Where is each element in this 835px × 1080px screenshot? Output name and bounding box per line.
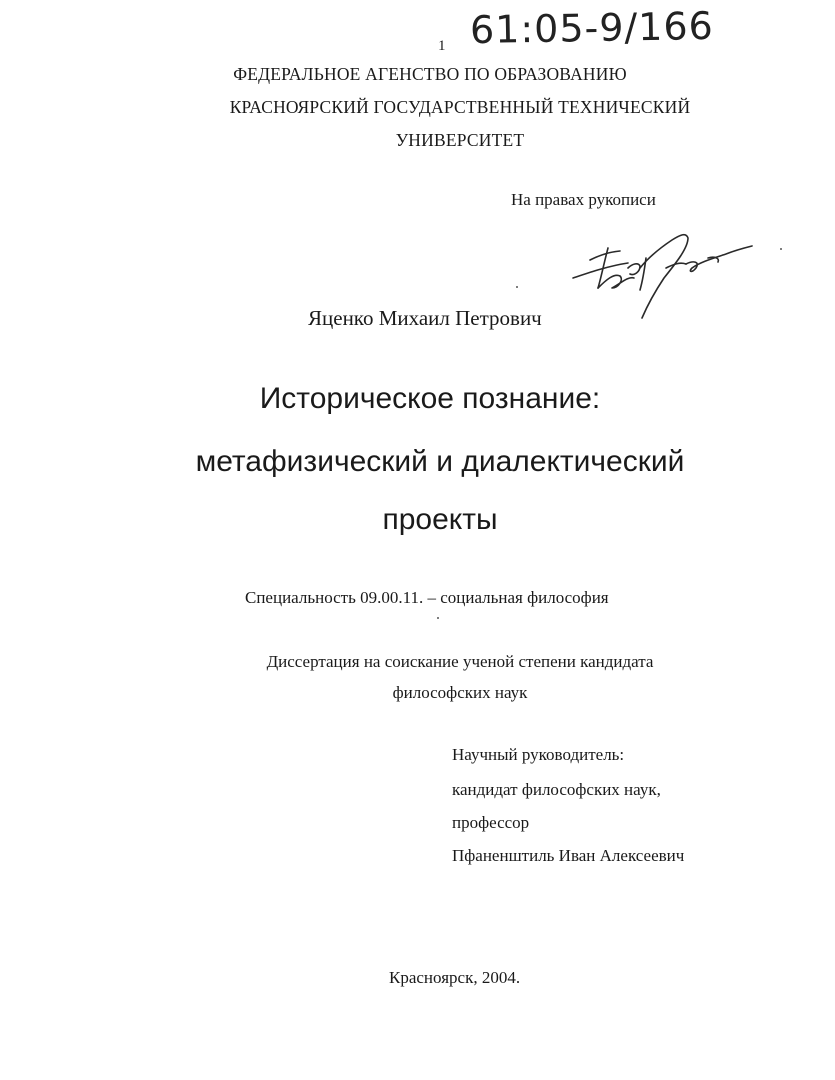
supervisor-degree: кандидат философских наук, [452, 780, 661, 799]
supervisor-name: Пфаненштиль Иван Алексеевич [452, 846, 685, 865]
supervisor-heading: Научный руководитель: [452, 745, 625, 764]
organization-line-3: УНИВЕРСИТЕТ [395, 130, 525, 150]
rights-note: На правах рукописи [511, 190, 656, 209]
organization-line-2: КРАСНОЯРСКИЙ ГОСУДАРСТВЕННЫЙ ТЕХНИЧЕСКИЙ [229, 97, 691, 117]
handwritten-signature [568, 218, 758, 328]
title-line-2: метафизический и диалектический [195, 445, 685, 478]
organization-line-1: ФЕДЕРАЛЬНОЕ АГЕНСТВО ПО ОБРАЗОВАНИЮ [233, 64, 627, 84]
archive-code-handwritten: 61:05-9/166 [469, 3, 715, 53]
city-and-year: Красноярск, 2004. [389, 968, 521, 987]
scan-speck [516, 286, 518, 288]
scan-speck [437, 617, 439, 619]
scan-speck [780, 248, 782, 250]
specialty-line: Специальность 09.00.11. – социальная философия [245, 588, 609, 607]
page-number: 1 [438, 38, 446, 54]
dissertation-line-2: философских наук [392, 683, 528, 702]
title-line-3: проекты [382, 503, 498, 536]
title-line-1: Историческое познание: [259, 382, 601, 415]
dissertation-line-1: Диссертация на соискание ученой степени кандидата [266, 652, 654, 671]
author-name: Яценко Михаил Петрович [308, 306, 542, 330]
supervisor-rank: профессор [452, 813, 530, 832]
